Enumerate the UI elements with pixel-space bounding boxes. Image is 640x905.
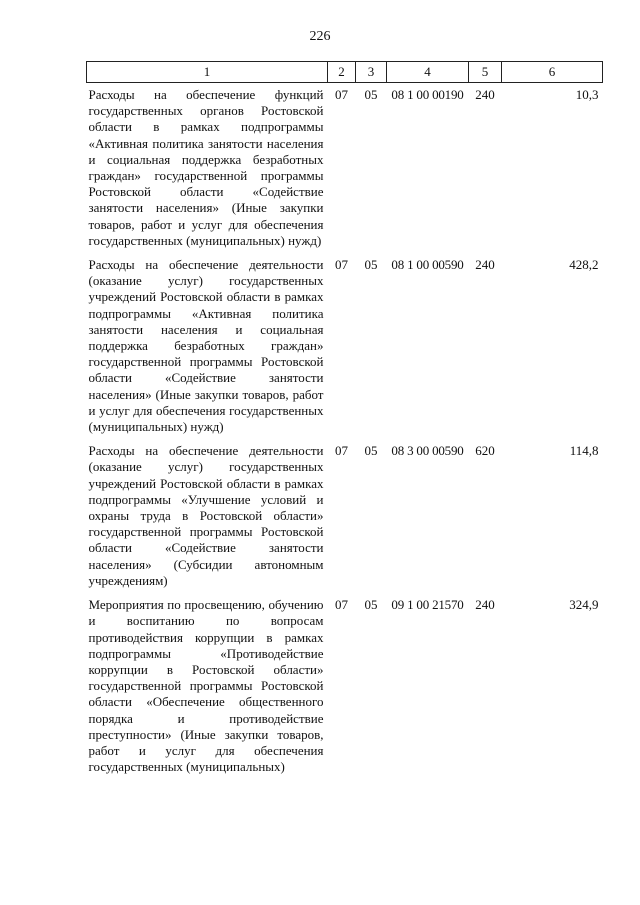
table-row: [87, 439, 603, 593]
row-subsection: 05: [364, 87, 378, 102]
row-amount: 428,2: [569, 257, 599, 273]
row-subsection: 05: [364, 443, 378, 459]
row-target-article: 09 1 00 21570: [391, 597, 464, 613]
row-amount: 10,3: [575, 87, 599, 102]
budget-table: [86, 61, 603, 779]
header-col-4: 4: [387, 62, 469, 83]
row-expense-type: 240: [475, 257, 495, 273]
row-description: Расходы на обеспечение деятельности (оказание услуг) государственных учреждений Ростовской области в рамках подпрограммы «Улучшение условий и охраны труда в Ростовской области» государственной программы Ростовской области «Содействие занятости населения» (Субсидии автономным учреждениям): [88, 443, 324, 588]
row-target-article: 08 1 00 00190: [391, 87, 464, 102]
header-col-6: 6: [502, 62, 603, 83]
header-col-1: 1: [87, 62, 328, 83]
header-col-3: 3: [356, 62, 387, 83]
row-section: 07: [335, 597, 348, 613]
row-expense-type: 240: [475, 597, 495, 613]
table-header: [87, 62, 603, 83]
table-row: [87, 83, 603, 254]
row-subsection: 05: [364, 257, 378, 273]
row-description: Расходы на обеспечение функций государственных органов Ростовской области в рамках подпрограммы «Активная политика занятости населения и социальная поддержка безработных граждан» государственной программы Ростовской области «Содействие занятости населения» (Иные закупки товаров, работ и услуг для обеспечения государственных (муниципальных) нужд): [88, 87, 324, 248]
table-row: [87, 593, 603, 779]
header-col-2: 2: [328, 62, 356, 83]
row-description: Расходы на обеспечение деятельности (оказание услуг) государственных учреждений Ростовской области в рамках подпрограммы «Активная политика занятости населения и социальная поддержка безработных граждан» государственной программы Ростовской области «Содействие занятости населения» (Иные закупки товаров, работ и услуг для обеспечения государственных (муниципальных) нужд): [88, 257, 324, 435]
row-subsection: 05: [364, 597, 378, 613]
table-row: [87, 253, 603, 439]
header-row: [87, 62, 603, 83]
row-target-article: 08 1 00 00590: [391, 257, 464, 273]
row-description: Мероприятия по просвещению, обучению и воспитанию по вопросам противодействия коррупции в рамках подпрограммы «Противодействие коррупции в Ростовской области» государственной программы Ростовской области «Обеспечение общественного порядка и противодействие преступности» (Иные закупки товаров, работ и услуг для обеспечения государственных (муниципальных): [88, 597, 324, 775]
row-expense-type: 620: [475, 443, 495, 459]
row-section: 07: [335, 443, 348, 459]
row-target-article: 08 3 00 00590: [391, 443, 464, 459]
header-col-5: 5: [469, 62, 502, 83]
row-section: 07: [335, 87, 348, 102]
row-section: 07: [335, 257, 348, 273]
row-expense-type: 240: [475, 87, 495, 102]
row-amount: 114,8: [569, 443, 599, 459]
page-number: 226: [309, 29, 331, 44]
row-amount: 324,9: [569, 597, 599, 613]
table-body: [87, 83, 603, 780]
